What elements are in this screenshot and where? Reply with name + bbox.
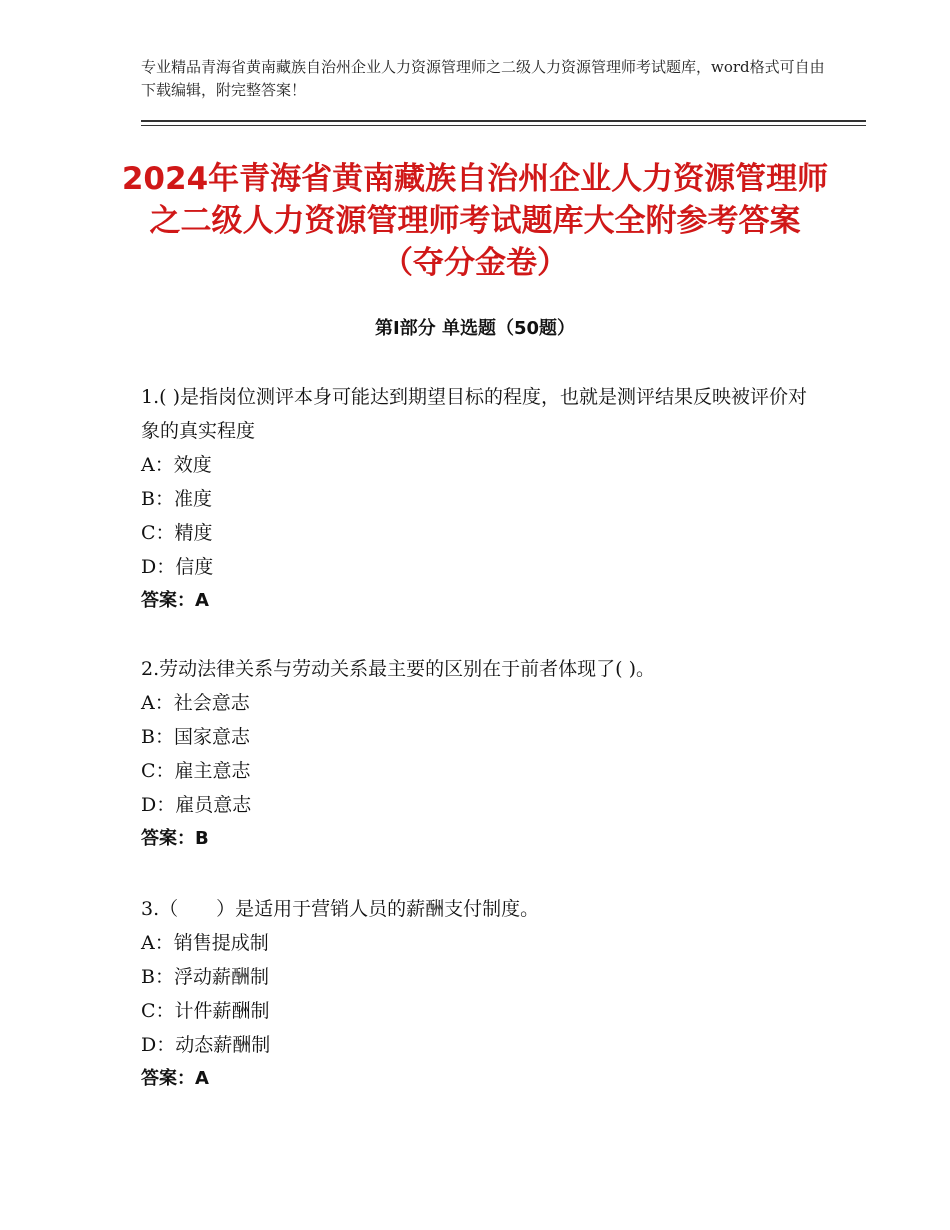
option-d: D：信度 (141, 556, 214, 578)
option-a: A：效度 (141, 454, 212, 476)
answer: 答案：A (141, 1068, 209, 1089)
question-stem: 2.劳动法律关系与劳动关系最主要的区别在于前者体现了( )。 (141, 658, 655, 680)
question-stem: 3.（ ）是适用于营销人员的薪酬支付制度。 (141, 898, 540, 920)
option-c: C：雇主意志 (141, 760, 251, 782)
page-title: 2024年青海省黄南藏族自治州企业人力资源管理师之二级人力资源管理师考试题库大全附参考答案（夺分金卷） (121, 161, 829, 281)
answer: 答案：B (141, 828, 209, 849)
question-stem: 1.( )是指岗位测评本身可能达到期望目标的程度，也就是测评结果反映被评价对象的真实程度 (141, 386, 807, 442)
option-b: B：国家意志 (141, 726, 250, 748)
option-b: B：浮动薪酬制 (141, 966, 269, 988)
question-3 (141, 892, 821, 1096)
option-c: C：精度 (141, 522, 213, 544)
header-divider-thin (141, 125, 866, 126)
option-a: A：销售提成制 (141, 932, 269, 954)
question-1 (141, 380, 821, 618)
option-b: B：准度 (141, 488, 212, 510)
option-a: A：社会意志 (141, 692, 250, 714)
option-d: D：动态薪酬制 (141, 1034, 271, 1056)
option-d: D：雇员意志 (141, 794, 252, 816)
option-c: C：计件薪酬制 (141, 1000, 270, 1022)
header-note: 专业精品青海省黄南藏族自治州企业人力资源管理师之二级人力资源管理师考试题库，word格式可自由下载编辑，附完整答案！ (141, 58, 825, 99)
header-divider-thick (141, 120, 866, 122)
question-2 (141, 652, 821, 856)
section-title: 第Ⅰ部分 单选题（50题） (374, 318, 575, 339)
answer: 答案：A (141, 590, 209, 611)
